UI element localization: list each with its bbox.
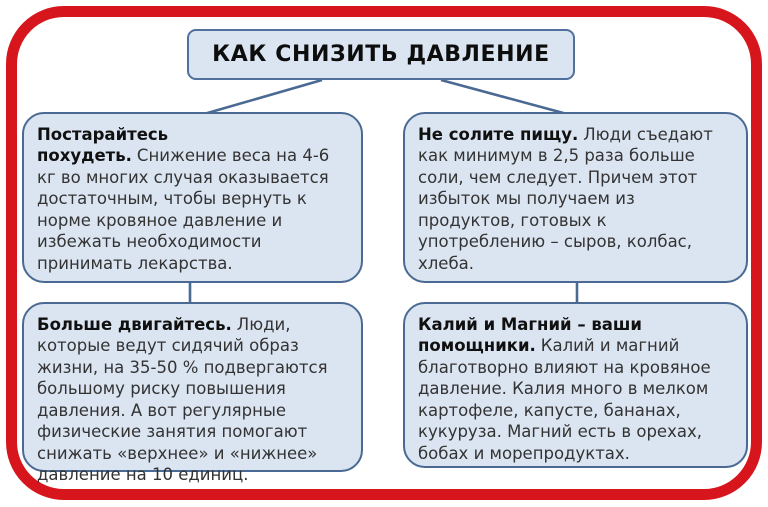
box-lose-weight-lead: Постарайтесь похудеть. — [37, 125, 169, 166]
box-move-more-lead: Больше двигайтесь. — [37, 315, 232, 334]
diagram-title-label: КАК СНИЗИТЬ ДАВЛЕНИЕ — [212, 42, 550, 67]
box-no-salt-body: Люди съедают как минимум в 2,5 раза больше соли, чем следует. Причем этот избыток мы получаем из продуктов, готовых к употреблению – сыров, колбас, хлеба. — [418, 125, 713, 273]
box-potassium-magnesium-lead: Калий и Магний – ваши помощники. — [418, 315, 642, 356]
connector-title-to-left-box — [204, 80, 322, 114]
box-move-more-body: Люди, которые ведут сидячий образ жизни, на 35-50 % подвергаются большому риску повышения давления. А вот регулярные физические занятия помогают снижать «верхнее» и «нижнее» давление на 10 единиц. — [37, 315, 328, 485]
box-lose-weight — [22, 112, 363, 283]
box-potassium-magnesium-body: Калий и магний благотворно влияют на кровяное давление. Калия много в мелком картофеле, капусте, бананах, кукуруза. Магний есть в орехах, бобах и морепродуктах. — [418, 336, 711, 463]
box-move-more — [22, 302, 363, 485]
box-no-salt — [403, 112, 748, 283]
connector-title-to-right-box — [441, 80, 567, 114]
diagram-title — [187, 29, 575, 80]
box-no-salt-lead: Не солите пищу. — [418, 125, 579, 144]
box-potassium-magnesium — [403, 302, 748, 468]
box-lose-weight-body: Снижение веса на 4-6 кг во многих случая оказывается достаточным, чтобы вернуть к норме кровяное давление и избежать необходимости принимать лекарства. — [37, 146, 330, 273]
